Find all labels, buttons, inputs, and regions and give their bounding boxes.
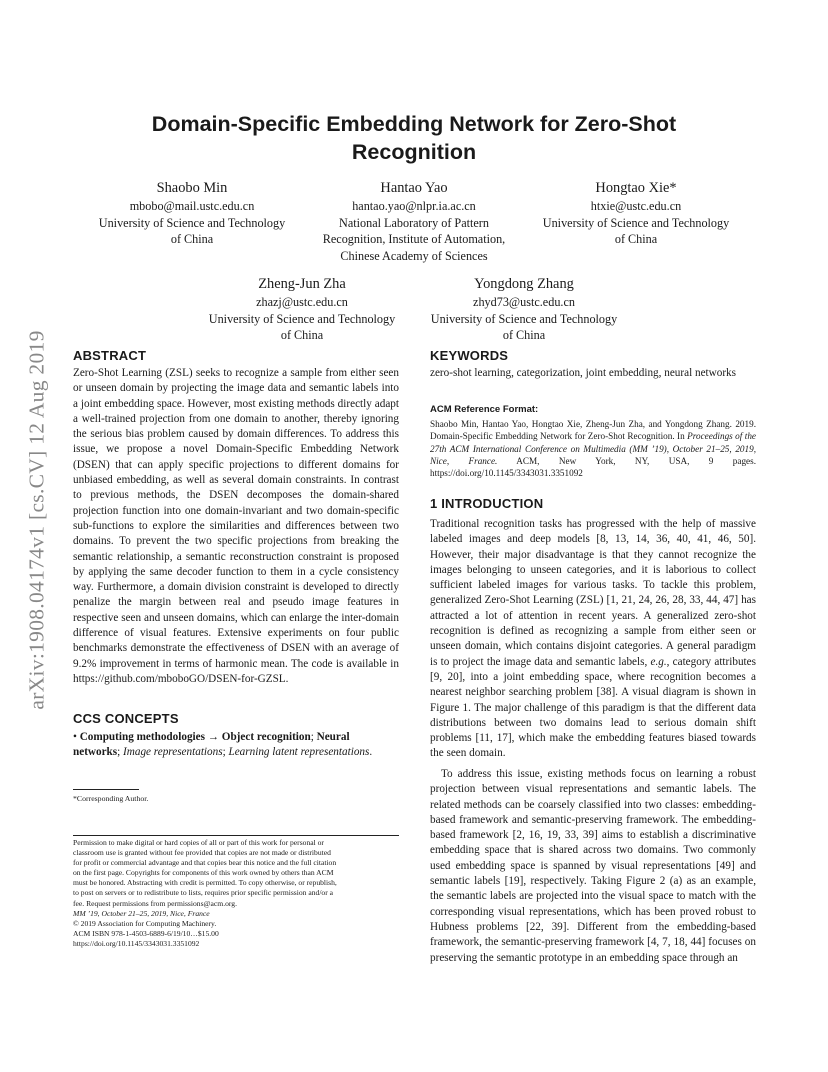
author-affil-line: of China — [170, 232, 214, 246]
footnote-rule — [73, 789, 139, 790]
author-5 — [408, 274, 640, 344]
permission-line: for profit or commercial advantage and that copies bear this notice and the full citation — [73, 858, 337, 868]
permission-line: to post on servers or to redistribute to lists, requires prior specific permission and/or a — [73, 888, 334, 898]
permission-doi: https://doi.org/10.1145/3343031.3351092 — [73, 938, 200, 948]
author-affil-line: University of Science and Technology — [430, 311, 618, 326]
permission-block — [73, 838, 403, 949]
abstract-text: Zero-Shot Learning (ZSL) seeks to recognize a sample from either seen or unseen domain by projecting the image data and semantic labels into a joint embedding space. However, most existing methods directly adapt a well-trained projection from one domain to another, thereby ignoring the serious bias problem caused by domain differences. To address this issue, we propose a novel Domain-Specific Embedding Network (DSEN) that can apply specific projections to different domains for unbiased embedding, as well as several domain constraints. In contrast to previous methods, the DSEN decomposes the domain-shared projection function into one domain-invariant and two domain-specific sub-functions to explore the similarities and differences between two domains. To prevent the two specific projections from breaking the semantic relationship, a semantic reconstruction constraint is proposed by applying the same decoder function to them in a cycle consistency way. Furthermore, a domain division constraint is developed to directly penalize the margin between real and pseudo image features in respective seen and unseen domains, which can enlarge the inter-domain difference of visual features. Extensive experiments on four public benchmarks demonstrate the effectiveness of DSEN with an average of 9.2% improvement in terms of harmonic mean. The code is available in https://github.com/mboboGO/DSEN-for-GZSL. — [73, 367, 399, 685]
permission-copyright: © 2019 Association for Computing Machinery. — [73, 918, 217, 928]
intro-paragraph-2: To address this issue, existing methods focus on learning a robust projection between visual representations and semantic labels. The related methods can be coarsely classified into two classes: embedding-based framework and semantic-preserving framework. The embedding-based framework [2, 16, 19, 33, 39] aims to establish a discriminative embedding space that is shared across two domains. Two commonly used embedding space is spanned by visual representations [49] and semantic labels [19], respectively. Taking Figure 2 (a) as an example, the semantic labels are projected into the visual space to match with the corresponding visual representations, which has been proved robust to Hubness problems [22, 39]. Different from the embedding-based framework, the semantic-preserving framework [4, 7, 18, 44] focuses on preserving the semantic prototype in an embedding space through an — [430, 768, 756, 964]
permission-line: must be honored. Abstracting with credit is permitted. To copy otherwise, or republish, — [73, 878, 337, 888]
ccs-item: Neural networks — [73, 731, 350, 759]
author-email: zhazj@ustc.edu.cn — [256, 295, 348, 309]
paper-title: Domain-Specific Embedding Network for Zero-Shot Recognition — [151, 112, 677, 164]
keywords-heading: KEYWORDS — [430, 348, 509, 363]
author-email: mbobo@mail.ustc.edu.cn — [129, 199, 255, 213]
footnote-corresponding: *Corresponding Author. — [73, 794, 149, 803]
author-2 — [300, 178, 528, 264]
acm-ref-heading: ACM Reference Format: — [430, 404, 539, 415]
ccs-text: • Computing methodologies → Object recognition; Neural networks; Image representations; Learning latent representations. — [73, 731, 373, 759]
acm-ref-text: Shaobo Min, Hantao Yao, Hongtao Xie, Zheng-Jun Zha, and Yongdong Zhang. 2019. Domain-Specific Embedding Network for Zero-Shot Recognition. In Proceedings of the 27th ACM International Conference on Multimedia (MM ’19), October 21–25, 2019, Nice, France. ACM, New York, NY, USA, 9 pages. https://doi.org/10.1145/3343031.3351092 — [430, 419, 756, 479]
author-affil-line: of China — [614, 232, 658, 246]
author-affil-line: Recognition, Institute of Automation, — [322, 232, 506, 246]
author-name: Shaobo Min — [156, 180, 228, 196]
author-email: htxie@ustc.edu.cn — [590, 199, 682, 213]
permission-line: on the first page. Copyrights for components of this work owned by others than ACM — [73, 868, 334, 878]
author-affil-line: University of Science and Technology — [98, 215, 286, 230]
ccs-item: Learning latent representations — [228, 746, 370, 759]
author-name: Yongdong Zhang — [474, 276, 574, 292]
permission-isbn: ACM ISBN 978-1-4503-6889-6/19/10…$15.00 — [73, 928, 219, 938]
ccs-item: Computing methodologies → Object recognition — [79, 731, 311, 743]
author-affil-line: of China — [280, 328, 324, 342]
author-email: hantao.yao@nlpr.ia.ac.cn — [352, 199, 476, 213]
keywords-text: zero-shot learning, categorization, joint embedding, neural networks — [430, 367, 737, 379]
author-4 — [186, 274, 418, 344]
permission-line: fee. Request permissions from permissions@acm.org. — [73, 898, 237, 908]
author-3 — [520, 178, 752, 248]
ccs-bullet: • — [73, 731, 77, 743]
author-name: Hantao Yao — [380, 180, 448, 196]
acm-ref-venue: Proceedings of the 27th ACM International Conference on Multimedia (MM ’19), October 21–25, 2019, Nice, France. — [430, 431, 756, 466]
permission-rule — [73, 835, 399, 836]
intro-paragraph-1: Traditional recognition tasks has progressed with the help of massive labeled images and deep models [8, 13, 14, 36, 40, 41, 46, 50]. However, their major disadvantage is that they cannot recognize the images belonging to unseen categories, and it is laborious to collect sufficient labeled images for various tasks. To tackle this problem, generalized Zero-Shot Learning (ZSL) [1, 21, 24, 26, 28, 33, 44, 47] has attracted a lot of attention in recent years. A generalized zero-shot recognition is defined as recognizing a sample from either seen or unseen domain, which contains disjoint categories. A general paradigm is to project the image data and semantic labels, e.g., category attributes [9, 20], into a joint embedding space, where recognition becomes a nearest neighbor searching problem [38]. A visual diagram is shown in Figure 1. The major challenge of this paradigm is that the different data distributions between two domains lead to serious domain shift problems [11, 17], which make the embedding features biased towards the seen domain. — [430, 518, 756, 760]
permission-line: classroom use is granted without fee provided that copies are not made or distributed — [73, 848, 331, 858]
arxiv-stamp-text: arXiv:1908.04174v1 [cs.CV] 12 Aug 2019 — [24, 330, 49, 710]
ccs-item: Image representations — [123, 746, 223, 759]
arxiv-stamp — [22, 280, 52, 760]
author-email: zhyd73@ustc.edu.cn — [473, 295, 575, 309]
ccs-heading: CCS CONCEPTS — [73, 711, 179, 726]
abstract-heading: ABSTRACT — [73, 348, 147, 363]
author-affil-line: Chinese Academy of Sciences — [340, 248, 488, 263]
author-name: Hongtao Xie* — [595, 180, 677, 196]
permission-line: Permission to make digital or hard copies of all or part of this work for personal or — [73, 838, 324, 847]
author-affil-line: University of Science and Technology — [208, 311, 396, 326]
author-affil-line: of China — [502, 328, 546, 342]
intro-heading: 1 INTRODUCTION — [430, 496, 544, 511]
author-name: Zheng-Jun Zha — [258, 276, 346, 292]
author-1 — [76, 178, 308, 248]
author-affil-line: University of Science and Technology — [542, 215, 730, 230]
permission-venue: MM ’19, October 21–25, 2019, Nice, France — [73, 908, 210, 918]
author-affil-line: National Laboratory of Pattern — [339, 215, 489, 230]
